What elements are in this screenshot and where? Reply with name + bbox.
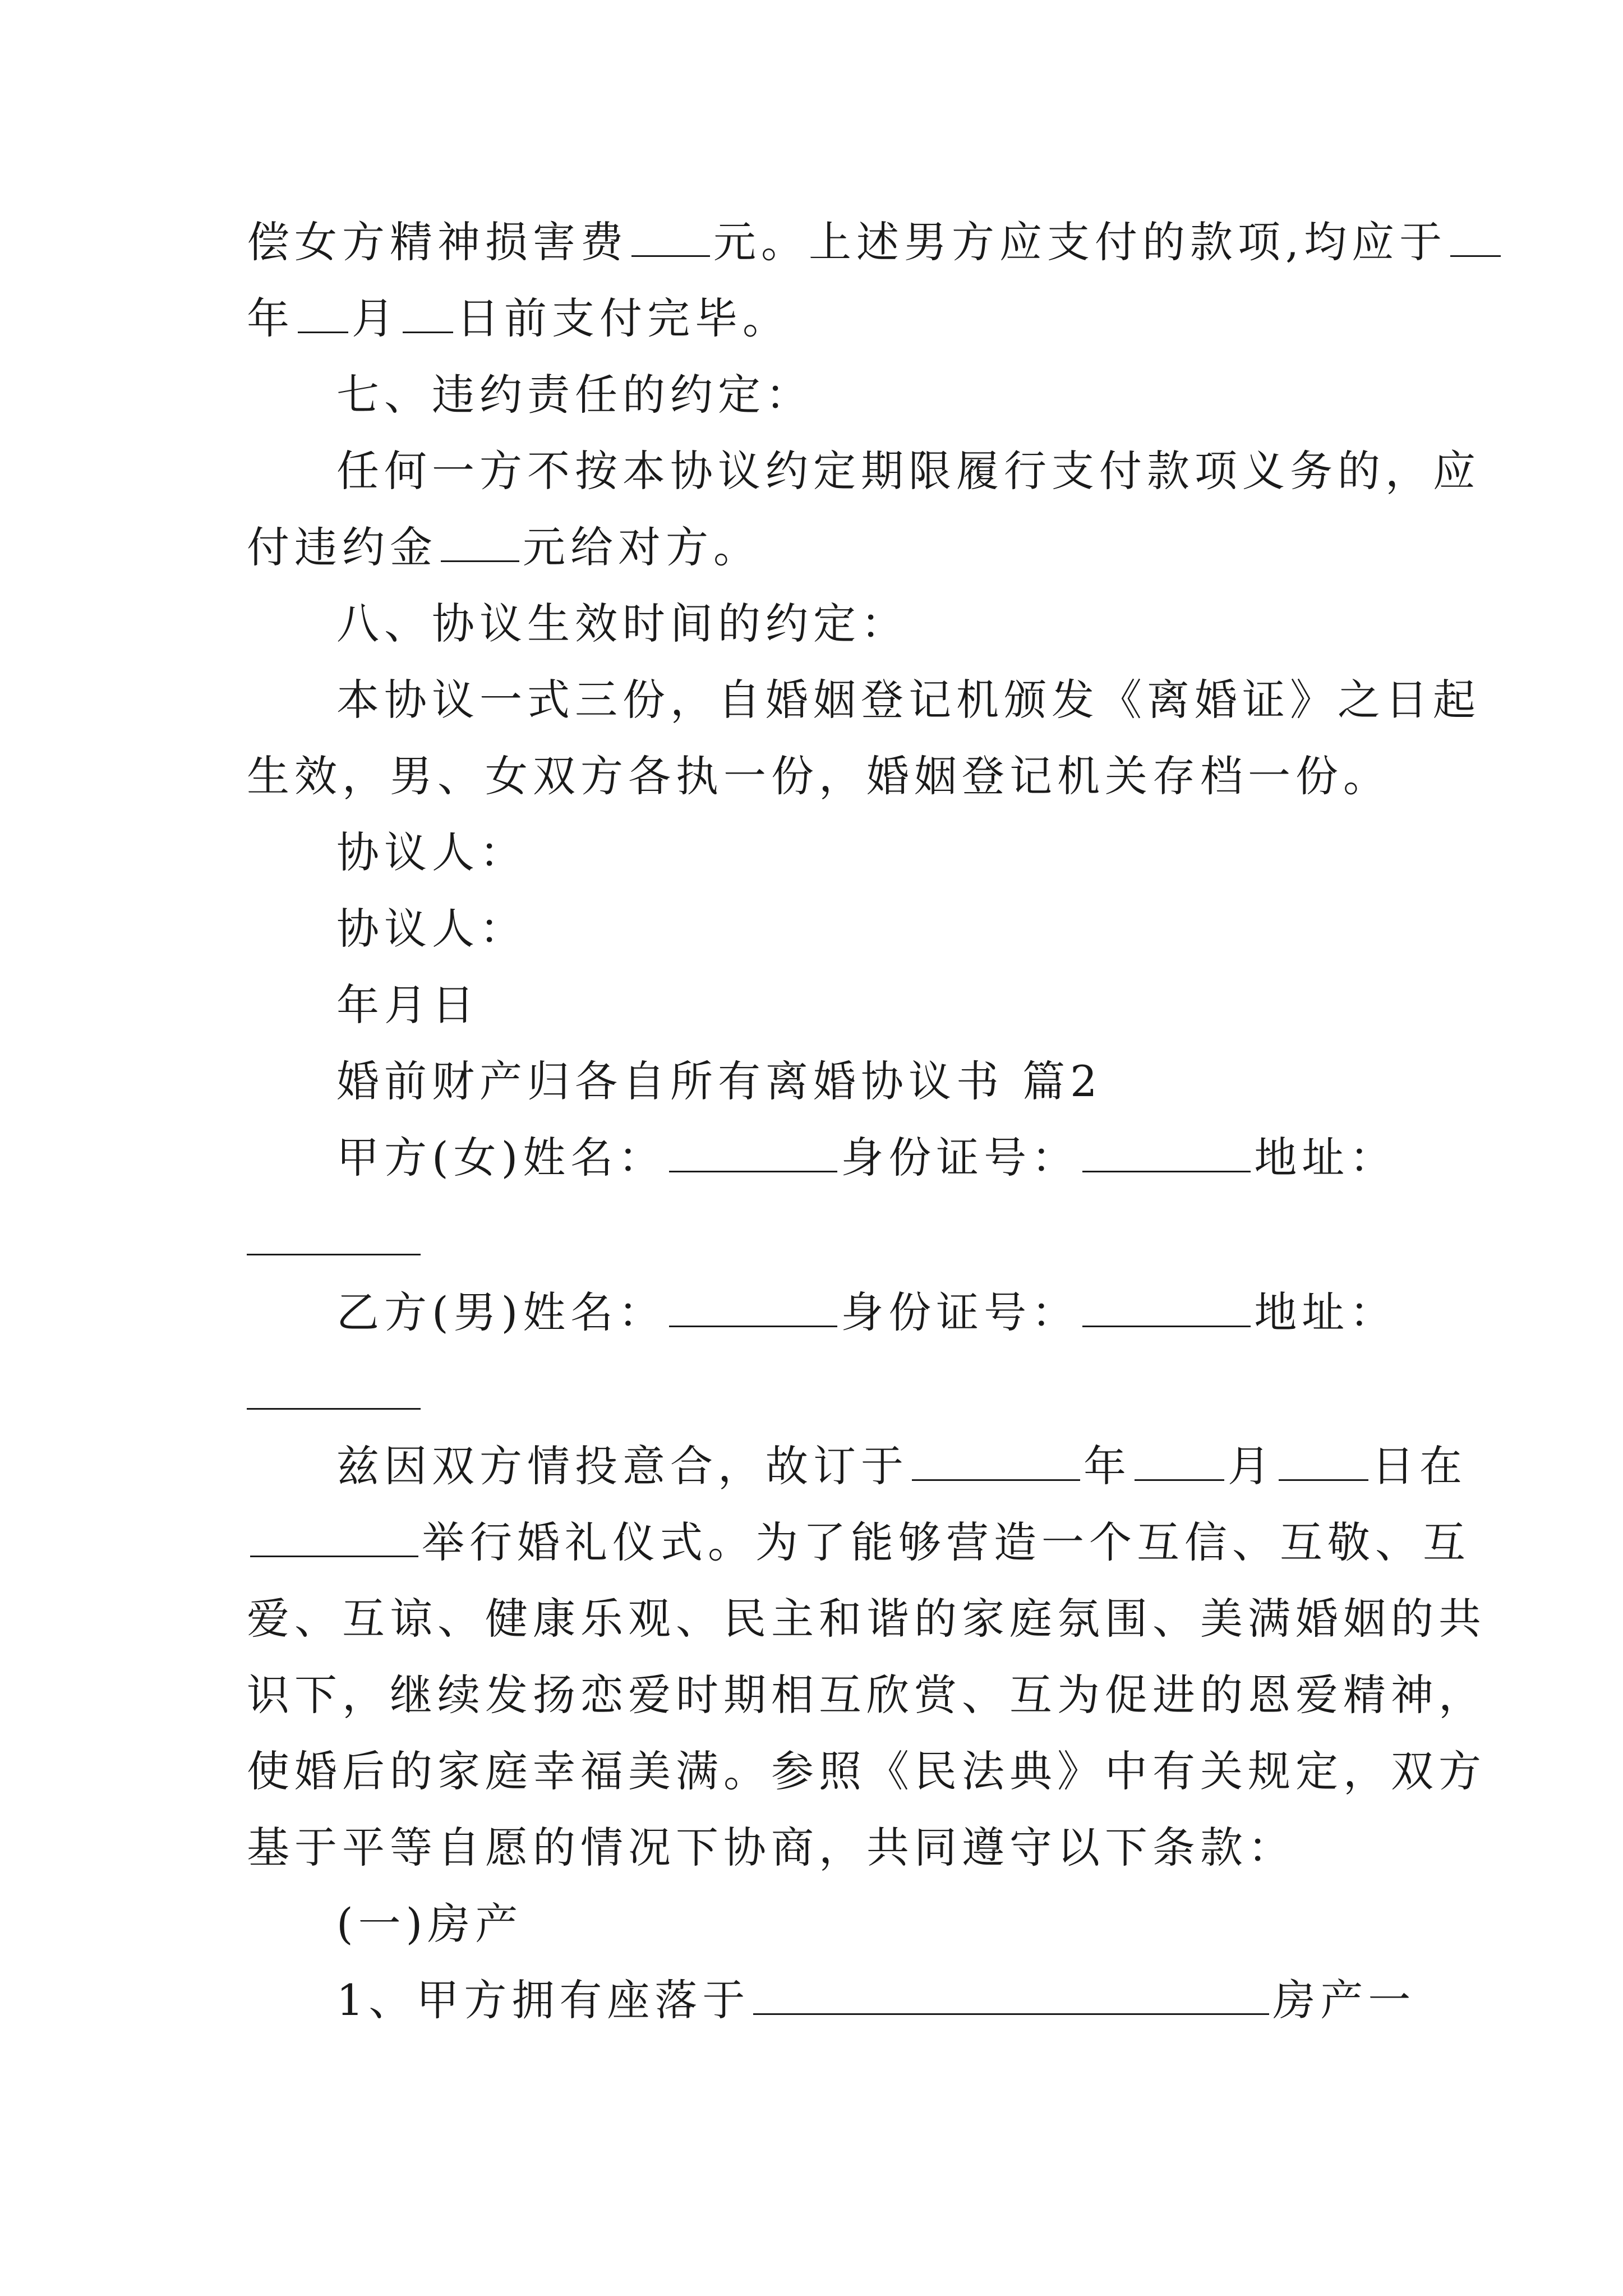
fill-blank — [247, 1254, 421, 1255]
text-line: 年 月 日前支付完毕。 — [247, 293, 790, 343]
text-line: 本协议一式三份，自婚姻登记机颁发《离婚证》之日起 — [336, 675, 1481, 725]
fill-blank — [912, 1440, 1080, 1481]
text-line: 1、甲方拥有座落于 房产一 — [336, 1975, 1416, 2025]
text-line: 生效，男、女双方各执一份，婚姻登记机关存档一份。 — [247, 751, 1391, 801]
signature-label: 协议人： — [336, 827, 527, 877]
fill-blank — [250, 1516, 418, 1557]
signature-label: 协议人： — [336, 904, 527, 954]
text-line: 使婚后的家庭幸福美满。参照《民法典》中有关规定，双方 — [247, 1746, 1486, 1796]
section-heading: 七、违约责任的约定： — [336, 370, 813, 420]
fill-blank — [1135, 1440, 1224, 1481]
fill-blank — [753, 1974, 1269, 2015]
text-line: 基于平等自愿的情况下协商，共同遵守以下条款： — [247, 1823, 1295, 1872]
fill-blank — [1082, 1131, 1251, 1172]
text-line: 识下，继续发扬恋爱时期相互欣赏、互为促进的恩爱精神， — [247, 1670, 1486, 1720]
text-line: 举行婚礼仪式。为了能够营造一个互信、互敬、互 — [247, 1515, 1470, 1571]
fill-blank — [403, 292, 453, 333]
section-heading: (一)房产 — [336, 1899, 523, 1949]
fill-blank — [669, 1131, 837, 1172]
fill-blank — [1279, 1440, 1368, 1481]
party-a-line: 甲方(女)姓名： 身份证号： 地址： — [336, 1133, 1398, 1182]
text-line: 偿女方精神损害费 元。上述男方应支付的款项,均应于 — [247, 214, 1504, 270]
text-line: 任何一方不按本协议约定期限履行支付款项义务的，应 — [336, 446, 1481, 496]
section-heading: 八、协议生效时间的约定： — [336, 599, 909, 648]
party-b-line: 乙方(男)姓名： 身份证号： 地址： — [336, 1287, 1398, 1337]
fill-blank — [247, 1408, 421, 1410]
text-line: 兹因双方情投意合，故订于 年 月 日在 — [336, 1441, 1467, 1491]
text-line: 付违约金 元给对方。 — [247, 522, 761, 572]
document-title: 婚前财产归各自所有离婚协议书 篇2 — [336, 1056, 1103, 1106]
fill-blank — [1450, 216, 1501, 257]
fill-blank — [298, 292, 348, 333]
fill-blank — [631, 216, 710, 257]
text-line: 爱、互谅、健康乐观、民主和谐的家庭氛围、美满婚姻的共 — [247, 1594, 1486, 1644]
fill-blank — [441, 521, 519, 562]
date-line: 年月日 — [336, 980, 479, 1030]
fill-blank — [1082, 1286, 1251, 1327]
fill-blank — [669, 1286, 837, 1327]
